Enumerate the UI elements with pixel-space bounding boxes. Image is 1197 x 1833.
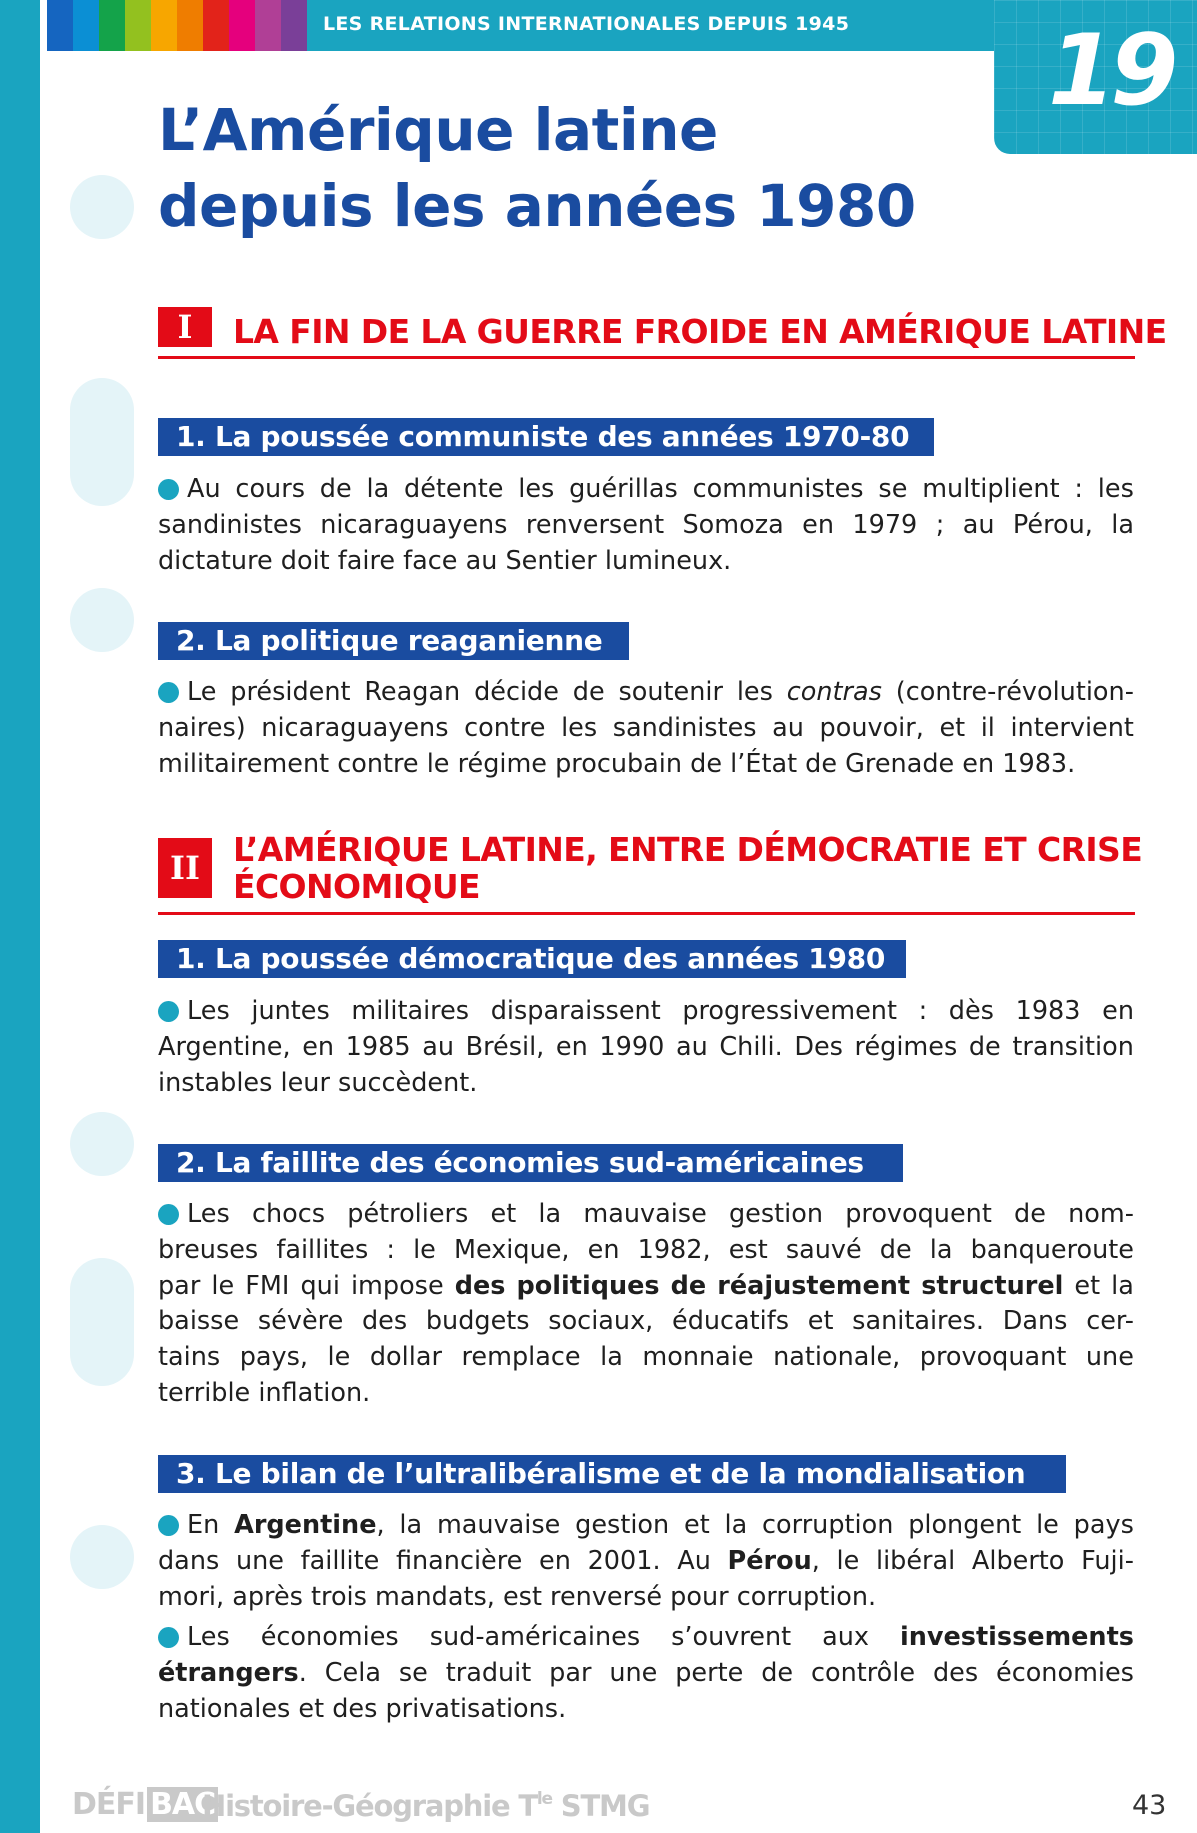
subsection-heading: 3. Le bilan de l’ultralibéralisme et de la mondialisation [158,1455,1066,1493]
section-title [233,313,1167,350]
section-title-line: LA FIN DE LA GUERRE FROIDE EN AMÉRIQUE LATINE [233,312,1167,351]
section-title-line: ÉCONOMIQUE [233,867,480,906]
section-title-line: L’AMÉRIQUE LATINE, ENTRE DÉMOCRATIE ET CRISE [233,830,1143,869]
margin-decoration [70,1525,134,1589]
color-stripe [229,0,255,51]
color-stripe [73,0,99,51]
brand-logo [72,1787,218,1822]
footer-subtitle-text: Histoire-Géographie T [202,1789,537,1823]
paragraph: Les juntes militaires disparaissent progressivement : dès 1983 en Argentine, en 1985 au Brésil, en 1990 au Chili. Des régimes de transition instables leur succèdent. [158,994,1134,1101]
section-heading-2 [158,827,1143,915]
bullet-icon [158,1001,179,1022]
color-stripe [281,0,307,51]
bullet-icon [158,1627,179,1648]
bullet-icon [158,682,179,703]
margin-decoration [70,378,134,506]
page-number: 43 [1132,1790,1167,1821]
footer-subtitle-text: STMG [551,1789,650,1823]
margin-decoration [70,175,134,239]
section-numeral: I [158,307,212,347]
subsection-heading: 2. La politique reaganienne [158,622,629,660]
bullet-icon [158,1204,179,1225]
subsection-heading: 2. La faillite des économies sud-américaines [158,1144,903,1182]
paragraph: Le président Reagan décide de soutenir les contras (contre-révolution- naires) nicaraguayens contre les sandinistes au pouvoir, et il intervient militairement contre le régime procubain de l’État de Grenade en 1983. [158,675,1134,782]
margin-decoration [70,588,134,652]
brand-defi: DÉFI [72,1787,146,1822]
color-stripe [99,0,125,51]
section-numeral: II [158,838,212,898]
text-line: nationales et des privatisations. [158,1693,567,1724]
footer-subtitle-sup: le [536,1789,552,1809]
text-line: instables leur succèdent. [158,1067,478,1098]
paragraph: Les chocs pétroliers et la mauvaise gestion provoquent de nom- breuses faillites : le Mexique, en 1982, est sauvé de la banqueroute par le FMI qui impose des politiques de réajustement structurel et la baisse sévère des budgets sociaux, éducatifs et sanitaires. Dans cer- tains pays, le dollar remplace la monnaie nationale, provoquant une terrible inflation. [158,1197,1134,1412]
text-line: terrible inflation. [158,1377,371,1408]
color-stripe [255,0,281,51]
text-line: mori, après trois mandats, est renversé pour corruption. [158,1581,877,1612]
bullet-icon [158,479,179,500]
margin-decoration [70,1112,134,1176]
subsection-heading: 1. La poussée démocratique des années 1980 [158,940,906,978]
subsection-heading: 1. La poussée communiste des années 1970-80 [158,418,934,456]
brand-bac: BAC [147,1787,218,1822]
footer-subtitle [202,1789,649,1823]
color-stripe [203,0,229,51]
paragraph: En Argentine , la mauvaise gestion et la corruption plongent le pays dans une faillite financière en 2001. Au Pérou , le libéral Alberto Fuji- mori, après trois mandats, est renversé pour corruption. [158,1508,1134,1615]
page-title-line: L’Amérique latine [158,96,718,164]
color-stripe [151,0,177,51]
section-heading-1 [158,305,1167,359]
section-title [233,831,1142,905]
chapter-number: 19 [1048,14,1173,128]
paragraph: Les économies sud-américaines s’ouvrent aux investissements étrangers . Cela se traduit par une perte de contrôle des économies nationales et des privatisations. [158,1620,1134,1727]
color-stripe [125,0,151,51]
margin-decoration [70,1258,134,1386]
running-title: LES RELATIONS INTERNATIONALES DEPUIS 1945 [323,13,850,35]
bullet-icon [158,1515,179,1536]
left-margin-band [0,0,40,1833]
paragraph: Au cours de la détente les guérillas communistes se multiplient : les sandinistes nicaraguayens renversent Somoza en 1979 ; au Pérou, la dictature doit faire face au Sentier lumineux. [158,472,1134,579]
text-line: dictature doit faire face au Sentier lumineux. [158,545,732,576]
color-stripe [177,0,203,51]
page-title-line: depuis les années 1980 [158,172,916,240]
page-title [158,92,916,244]
color-stripe-bar [47,0,307,51]
color-stripe [47,0,73,51]
text-line: militairement contre le régime procubain de l’État de Grenade en 1983. [158,748,1076,779]
